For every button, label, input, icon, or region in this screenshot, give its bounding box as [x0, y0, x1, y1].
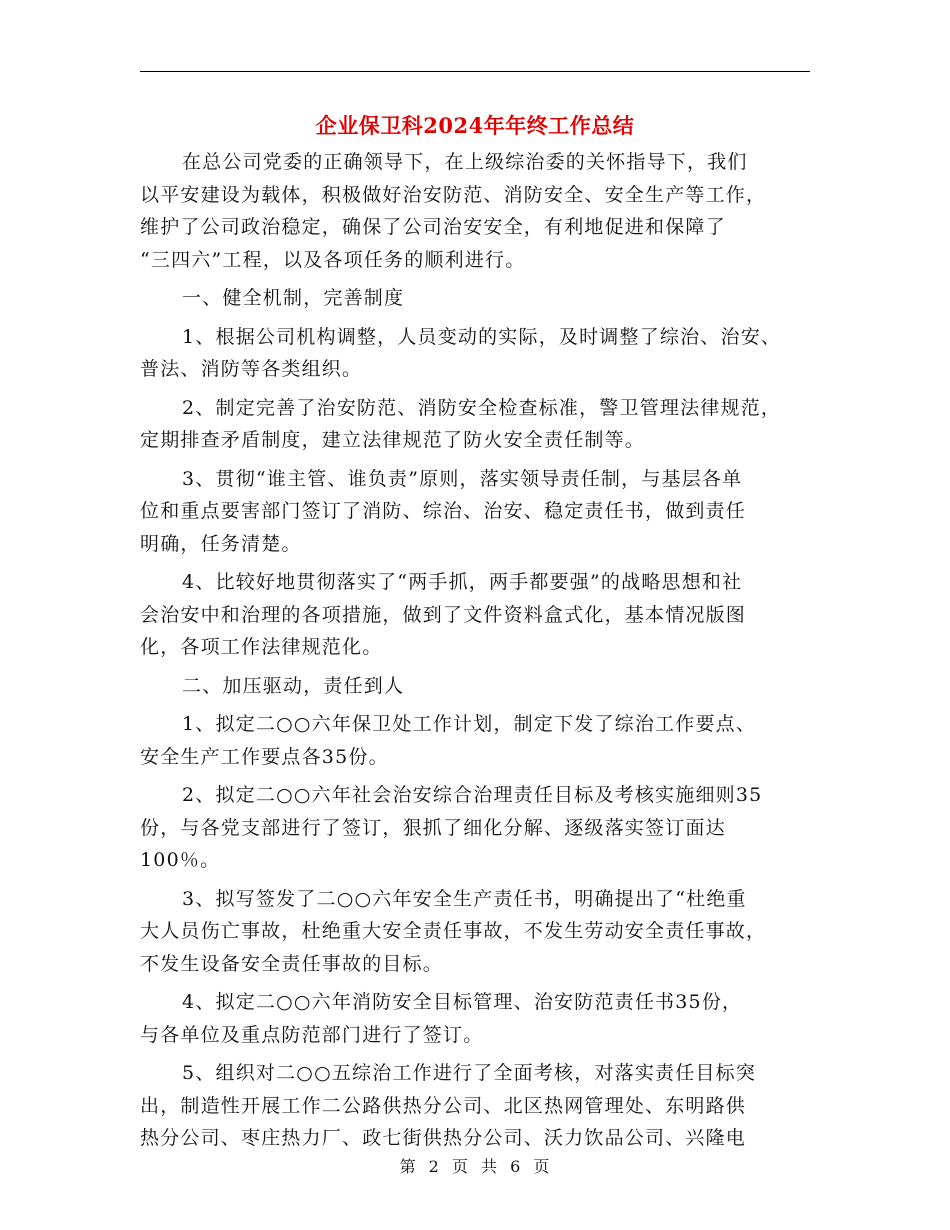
text-line: 4、比较好地贯彻落实了“两手抓，两手都要强”的战略思想和社: [182, 571, 743, 593]
document-body: [140, 146, 810, 1161]
paragraph: [140, 566, 810, 664]
text-line: 安全生产工作要点各35份。: [140, 745, 389, 768]
text-line: 热分公司、枣庄热力厂、政七街供热分公司、沃力饮品公司、兴隆电: [140, 1127, 747, 1149]
text-line: 2、拟定二○○六年社会治安综合治理责任目标及考核实施细则35: [182, 784, 763, 806]
text-line: 出，制造性开展工作二公路供热分公司、北区热网管理处、东明路供: [140, 1094, 747, 1117]
paragraph: [140, 463, 810, 561]
text-line: 100％。: [140, 849, 221, 871]
text-line: 化，各项工作法律规范化。: [140, 636, 383, 658]
text-line: 4、拟定二○○六年消防安全目标管理、治安防范责任书35份，: [182, 991, 743, 1013]
text-line: 不发生设备安全责任事故的目标。: [140, 952, 444, 975]
paragraph: [140, 670, 810, 703]
text-line: 3、贯彻“谁主管、谁负责”原则，落实领导责任制，与基层各单: [182, 467, 743, 490]
text-line: 一、健全机制，完善制度: [182, 287, 405, 309]
paragraph: [140, 986, 810, 1051]
text-line: 明确，任务清楚。: [140, 532, 302, 555]
text-line: 会治安中和治理的各项措施，做到了文件资料盒式化，基本情况版图: [140, 603, 747, 626]
text-line: 份，与各党支部进行了签订，狠抓了细化分解、逐级落实签订面达: [140, 816, 726, 839]
paragraph: [140, 708, 810, 773]
text-line: 1、拟定二○○六年保卫处工作计划，制定下发了综治工作要点、: [182, 713, 757, 735]
text-line: 5、组织对二○○五综治工作进行了全面考核，对落实责任目标突: [182, 1062, 757, 1084]
text-line: 3、拟写签发了二○○六年安全生产责任书，明确提出了“杜绝重: [182, 887, 747, 910]
text-line: 在总公司党委的正确领导下，在上级综治委的关怀指导下，我们: [182, 151, 748, 173]
text-line: 普法、消防等各类组织。: [140, 358, 363, 380]
paragraph: [140, 392, 810, 457]
text-line: 定期排查矛盾制度，建立法律规范了防火安全责任制等。: [140, 429, 646, 451]
paragraph: [140, 779, 810, 877]
text-line: 1、根据公司机构调整，人员变动的实际，及时调整了综治、治安、: [182, 325, 782, 348]
text-line: “三四六”工程，以及各项任务的顺利进行。: [140, 248, 526, 271]
text-line: 以平安建设为载体，积极做好治安防范、消防安全、安全生产等工作，: [140, 183, 767, 206]
text-line: 2、制定完善了治安防范、消防安全检查标准，警卫管理法律规范，: [182, 396, 782, 419]
text-line: 维护了公司政治稳定，确保了公司治安安全，有利地促进和保障了: [140, 216, 726, 238]
text-line: 与各单位及重点防范部门进行了签订。: [140, 1023, 484, 1046]
text-line: 位和重点要害部门签订了消防、综治、治安、稳定责任书，做到责任: [140, 500, 747, 522]
page-footer: 第 2 页 共 6 页: [399, 1157, 551, 1176]
paragraph: [140, 321, 810, 386]
paragraph: [140, 883, 810, 981]
text-line: 二、加压驱动，责任到人: [182, 674, 405, 697]
header-rule: [140, 71, 810, 72]
paragraph: [140, 146, 810, 276]
text-line: 大人员伤亡事故，杜绝重大安全责任事故，不发生劳动安全责任事故，: [140, 920, 767, 942]
document-title: 企业保卫科2024年年终工作总结: [315, 113, 635, 138]
paragraph: [140, 1057, 810, 1155]
paragraph: [140, 282, 810, 315]
